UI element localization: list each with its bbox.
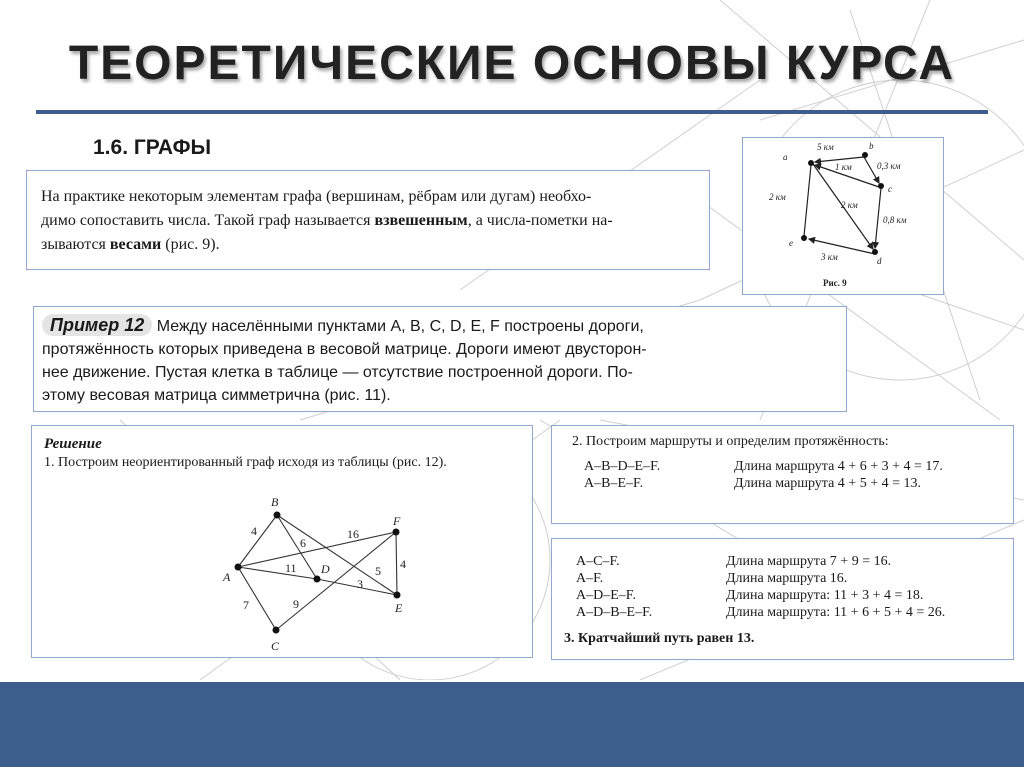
fig9-caption: Рис. 9 [823, 278, 847, 288]
route-length: Длина маршрута: 11 + 6 + 5 + 4 = 26. [726, 605, 946, 620]
fig9-vertex-c [878, 183, 884, 189]
fig9-vertex-b [862, 152, 868, 158]
routes-box [551, 425, 1014, 524]
route-path: A–C–F. [576, 554, 620, 569]
edge-weight-CF: 9 [293, 597, 299, 611]
vertex-C [273, 627, 280, 634]
fig9-vertex-d [872, 249, 878, 255]
route-length: Длина маршрута 7 + 9 = 16. [726, 554, 892, 569]
example-box [33, 306, 847, 412]
solution-heading: Решение [44, 436, 102, 452]
fig9-vertex-a [808, 160, 814, 166]
route-path: A–D–E–F. [576, 588, 636, 603]
example-line-4: этому весовая матрица симметрична (рис. 11). [42, 387, 391, 404]
definition-line-1: На практике некоторым элементам графа (вершинам, рёбрам или дугам) необхо- [41, 188, 592, 205]
vertex-label-C: C [271, 639, 280, 653]
footer-bar [0, 682, 1024, 767]
fig9-label-e: e [789, 238, 793, 248]
example-label: Пример 12 [42, 314, 152, 336]
fig9-label-d: d [877, 256, 882, 266]
vertex-label-D: D [321, 562, 330, 576]
edge-weight-AF: 16 [347, 527, 359, 541]
vertex-D [314, 576, 321, 583]
vertex-label-F: F [393, 514, 401, 528]
routes-box-2 [551, 538, 1014, 660]
fig9-weight: 2 км [769, 192, 786, 202]
vertex-label-B: B [271, 495, 279, 509]
edge-weight-AB: 4 [251, 524, 257, 538]
route-row [564, 570, 1001, 587]
definition-text: димо сопоставить числа. Такой граф называется [41, 212, 375, 229]
definition-line-2 [41, 209, 695, 233]
figure-9-graph [743, 138, 943, 294]
fig9-label-b: b [869, 141, 874, 151]
fig9-weight: 1 км [835, 162, 852, 172]
route-length: Длина маршрута 4 + 6 + 3 + 4 = 17. [734, 459, 943, 474]
route-row [564, 604, 1001, 621]
fig9-weight: 5 км [817, 142, 834, 152]
route-path: A–F. [576, 571, 604, 586]
vertex-B [274, 512, 281, 519]
fig9-vertex-e [801, 235, 807, 241]
edge-weight-EF: 4 [400, 557, 406, 571]
vertex-A [235, 564, 242, 571]
example-line-1 [42, 314, 836, 338]
example-line-2: протяжённость которых приведена в весовой матрице. Дороги имеют двусторон- [42, 341, 647, 358]
definition-text: , а числа-пометки на- [467, 212, 613, 229]
vertex-label-A: A [223, 570, 231, 584]
definition-text: (рис. 9). [161, 236, 220, 253]
edge-weight-AD: 11 [285, 561, 297, 575]
term-weights: весами [109, 236, 162, 253]
example-line-3: нее движение. Пустая клетка в таблице — отсутствие построенной дороги. По- [42, 364, 633, 381]
edge-weight-BD: 6 [300, 536, 306, 550]
term-weighted: взвешенным [374, 212, 468, 229]
fig9-label-a: a [783, 152, 788, 162]
route-row [564, 587, 1001, 604]
fig9-weight: 0,3 км [877, 161, 901, 171]
route-length: Длина маршрута 16. [726, 571, 848, 586]
figure-12-graph [215, 495, 425, 655]
definition-box [26, 170, 710, 270]
routes-heading: 2. Построим маршруты и определим протяжённость: [572, 434, 889, 449]
fig9-weight: 0,8 км [883, 215, 907, 225]
edge-weight-AC: 7 [243, 598, 249, 612]
route-path: A–B–E–F. [584, 476, 644, 491]
vertex-E [394, 592, 401, 599]
solution-step-1: 1. Построим неориентированный граф исходя из таблицы (рис. 12). [44, 455, 447, 470]
route-row [572, 458, 1001, 475]
route-length: Длина маршрута: 11 + 3 + 4 = 18. [726, 588, 924, 603]
route-row [572, 475, 1001, 492]
route-row [564, 553, 1001, 570]
route-path: A–D–B–E–F. [576, 605, 653, 620]
definition-text: зываются [41, 236, 110, 253]
example-text: Между населёнными пунктами A, B, C, D, E, F построены дороги, [156, 318, 644, 335]
route-path: A–B–D–E–F. [584, 459, 661, 474]
edge-weight-BE: 5 [375, 564, 381, 578]
vertex-label-E: E [395, 601, 403, 615]
vertex-F [393, 529, 400, 536]
slide-title: ТЕОРЕТИЧЕСКИЕ ОСНОВЫ КУРСА [68, 37, 956, 90]
section-heading: 1.6. ГРАФЫ [93, 136, 212, 159]
fig9-weight: 3 км [821, 252, 838, 262]
fig9-weight: 2 км [841, 200, 858, 210]
route-length: Длина маршрута 4 + 5 + 4 = 13. [734, 476, 921, 491]
figure-9-box [742, 137, 944, 295]
edge-weight-DE: 3 [357, 577, 363, 591]
definition-line-3 [41, 233, 695, 257]
fig9-label-c: c [888, 184, 892, 194]
title-underline [36, 110, 988, 114]
shortest-path-result: 3. Кратчайший путь равен 13. [564, 631, 755, 646]
